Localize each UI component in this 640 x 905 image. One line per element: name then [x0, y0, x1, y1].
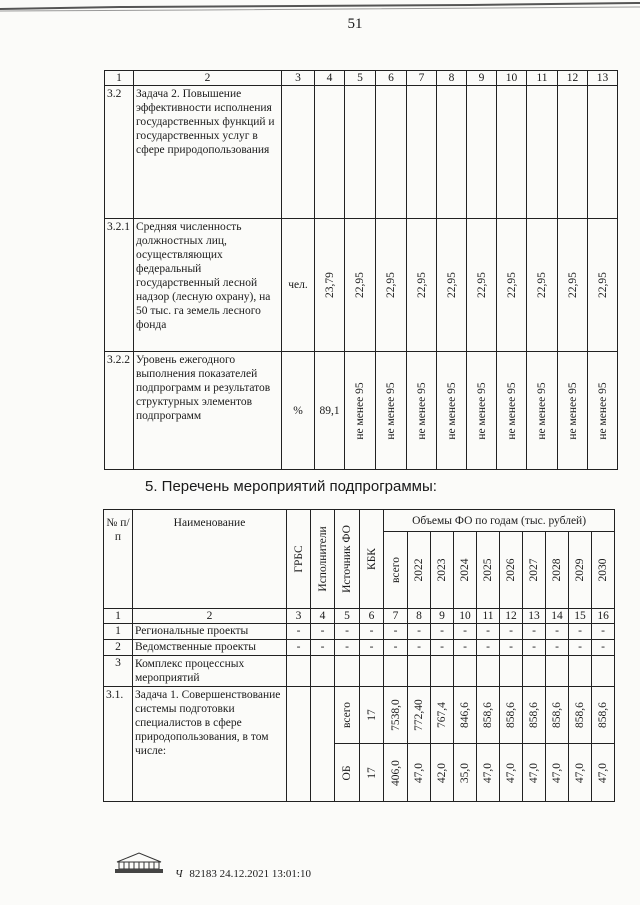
- amount: 47,0: [413, 762, 425, 783]
- page-number: 51: [347, 16, 363, 32]
- col-num: 1: [104, 609, 133, 624]
- year-header: 2029: [574, 558, 586, 582]
- dash: -: [500, 624, 523, 640]
- header-volumes: Объемы ФО по годам (тыс. рублей): [384, 510, 615, 532]
- base-value: 89,1: [319, 404, 340, 417]
- col-num: 8: [437, 71, 467, 86]
- col-num: 8: [408, 609, 431, 624]
- col-num: 3: [282, 71, 315, 86]
- dash: -: [408, 624, 431, 640]
- col-num: 5: [345, 71, 376, 86]
- kbk: 17: [365, 766, 378, 779]
- header-row: [105, 71, 618, 86]
- table-row: [104, 624, 615, 640]
- value: 22,95: [566, 272, 579, 298]
- row-number: 3.2.2: [105, 352, 134, 470]
- value: 22,95: [354, 272, 366, 298]
- dash: -: [477, 640, 500, 656]
- col-num: 1: [105, 71, 134, 86]
- source: всего: [341, 702, 353, 728]
- header-name: Наименование: [133, 510, 287, 609]
- row-name: Задача 1. Совершенствование системы подготовки специалистов в сфере природопользования, в том числе:: [133, 687, 287, 802]
- building-stamp-icon: [113, 850, 165, 874]
- dash: -: [311, 640, 335, 656]
- dash: -: [431, 640, 454, 656]
- measures-table: [103, 509, 615, 802]
- table-row: [104, 640, 615, 656]
- scan-edge: [0, 0, 640, 14]
- col-num: 11: [477, 609, 500, 624]
- amount: 858,6: [551, 702, 563, 728]
- col-num: 2: [134, 71, 282, 86]
- table-row: [104, 687, 615, 744]
- row-number: 3.2: [105, 86, 134, 219]
- year-header: 2025: [482, 558, 494, 582]
- dash: -: [454, 640, 477, 656]
- col-num: 10: [454, 609, 477, 624]
- header-kbk: КБК: [365, 548, 378, 570]
- col-num: 11: [527, 71, 558, 86]
- header-grbs: ГРБС: [292, 545, 305, 573]
- col-num: 3: [287, 609, 311, 624]
- doc-id: 82183: [189, 868, 217, 880]
- dash: -: [408, 640, 431, 656]
- year-header: всего: [389, 557, 402, 583]
- row-number: 3.1.: [104, 687, 133, 802]
- amount: 858,6: [482, 702, 494, 728]
- unit: чел.: [288, 279, 308, 291]
- year-header: 2022: [413, 558, 425, 582]
- amount: 47,0: [574, 762, 586, 783]
- colnum-row: [104, 609, 615, 624]
- amount: 47,0: [551, 762, 563, 783]
- row-number: 3.2.1: [105, 219, 134, 352]
- col-num: 7: [384, 609, 408, 624]
- col-num: 9: [467, 71, 497, 86]
- row-number: 1: [104, 624, 133, 640]
- dash: -: [523, 624, 546, 640]
- col-num: 15: [569, 609, 592, 624]
- row-number: 3: [104, 656, 133, 687]
- col-num: 7: [407, 71, 437, 86]
- table-row: [104, 656, 615, 687]
- dash: -: [287, 624, 311, 640]
- dash: -: [569, 640, 592, 656]
- amount: 406,0: [389, 759, 402, 786]
- dash: -: [360, 640, 384, 656]
- value: 22,95: [536, 272, 548, 298]
- col-num: 16: [592, 609, 615, 624]
- value: 22,95: [385, 272, 397, 298]
- value: не менее 95: [475, 381, 488, 440]
- value: 22,95: [445, 272, 458, 298]
- row-name: Уровень ежегодного выполнения показателей подпрограмм и результатов структурных элементов подпрограмм: [134, 352, 282, 470]
- row-name: Региональные проекты: [133, 624, 287, 640]
- value: не менее 95: [385, 381, 397, 440]
- dash: -: [523, 640, 546, 656]
- table-row: [105, 352, 618, 470]
- amount: 35,0: [459, 762, 471, 783]
- document-signature: [175, 868, 311, 880]
- value: не менее 95: [445, 381, 458, 440]
- unit: %: [293, 404, 303, 417]
- amount: 47,0: [597, 762, 610, 783]
- year-header: 2023: [436, 558, 448, 582]
- dash: -: [311, 624, 335, 640]
- amount: 767,4: [436, 702, 448, 728]
- value: 22,95: [596, 272, 609, 298]
- amount: 858,6: [574, 702, 586, 728]
- col-num: 10: [497, 71, 527, 86]
- dash: -: [335, 640, 360, 656]
- amount: 47,0: [505, 762, 517, 783]
- dash: -: [384, 640, 408, 656]
- dash: -: [546, 640, 569, 656]
- year-header: 2027: [528, 558, 540, 582]
- dash: -: [454, 624, 477, 640]
- amount: 42,0: [436, 762, 448, 783]
- indicators-table: [104, 70, 618, 470]
- dash: -: [592, 640, 615, 656]
- dash: -: [592, 624, 615, 640]
- amount: 47,0: [482, 762, 494, 783]
- col-num: 12: [500, 609, 523, 624]
- value: не менее 95: [354, 381, 366, 440]
- value: не менее 95: [415, 381, 428, 440]
- amount: 772,40: [413, 699, 425, 731]
- doc-datetime: 24.12.2021 13:01:10: [219, 868, 311, 880]
- amount: 858,6: [528, 702, 540, 728]
- col-num: 5: [335, 609, 360, 624]
- dash: -: [569, 624, 592, 640]
- table-row: [105, 86, 618, 219]
- base-value: 23,79: [323, 272, 336, 298]
- dash: -: [360, 624, 384, 640]
- header-num: № п/п: [104, 510, 133, 609]
- dash: -: [500, 640, 523, 656]
- source: ОБ: [341, 765, 353, 780]
- dash: -: [335, 624, 360, 640]
- header-source: Источник ФО: [341, 525, 353, 593]
- row-name: Задача 2. Повышение эффективности исполнения государственных функций и государственных услуг в сфере природопользования: [134, 86, 282, 219]
- amount: 846,6: [459, 702, 471, 728]
- value: не менее 95: [566, 381, 579, 440]
- col-num: 6: [376, 71, 407, 86]
- col-num: 9: [431, 609, 454, 624]
- table-row: [105, 219, 618, 352]
- year-header: 2024: [459, 558, 471, 582]
- col-num: 6: [360, 609, 384, 624]
- amount: 858,6: [597, 702, 610, 728]
- amount: 47,0: [528, 762, 540, 783]
- col-num: 4: [315, 71, 345, 86]
- dash: -: [431, 624, 454, 640]
- dash: -: [546, 624, 569, 640]
- dash: -: [287, 640, 311, 656]
- signature-mark-icon: Ч: [175, 868, 183, 880]
- col-num: 2: [133, 609, 287, 624]
- year-header: 2030: [597, 558, 610, 582]
- row-name: Ведомственные проекты: [133, 640, 287, 656]
- value: не менее 95: [596, 381, 609, 440]
- col-num: 4: [311, 609, 335, 624]
- col-num: 14: [546, 609, 569, 624]
- year-header: 2026: [505, 558, 517, 582]
- col-num: 13: [588, 71, 618, 86]
- value: 22,95: [415, 272, 428, 298]
- value: 22,95: [505, 272, 518, 298]
- amount: 7538,0: [389, 699, 402, 731]
- header-executors: Исполнители: [316, 526, 329, 592]
- dash: -: [477, 624, 500, 640]
- col-num: 12: [558, 71, 588, 86]
- amount: 858,6: [505, 702, 517, 728]
- row-name: Средняя численность должностных лиц, осуществляющих федеральный государственный лесной надзор (лесную охрану), на 50 тыс. га земель лесного фонда: [134, 219, 282, 352]
- dash: -: [384, 624, 408, 640]
- section-title: 5. Перечень мероприятий подпрограммы:: [145, 478, 437, 495]
- value: не менее 95: [505, 381, 518, 440]
- header-row: [104, 510, 615, 532]
- kbk: 17: [365, 709, 378, 721]
- row-name: Комплекс процессных мероприятий: [133, 656, 287, 687]
- row-number: 2: [104, 640, 133, 656]
- value: не менее 95: [536, 381, 548, 440]
- value: 22,95: [475, 272, 488, 298]
- year-header: 2028: [551, 558, 563, 582]
- col-num: 13: [523, 609, 546, 624]
